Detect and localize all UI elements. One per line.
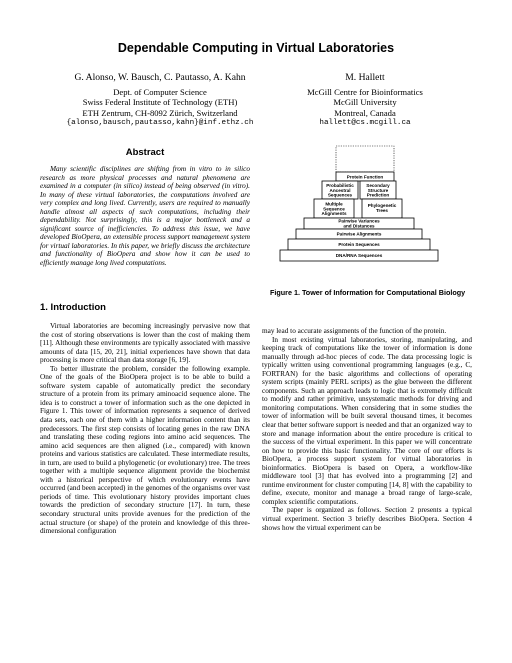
author-address: ETH Zentrum, CH-8092 Zürich, Switzerland [82, 107, 238, 118]
tower-level-label: Probabilistic Ancestral Sequences [326, 183, 354, 198]
author-block-right [290, 73, 440, 129]
figure-tower-of-information [262, 140, 472, 290]
abstract-body [40, 165, 250, 268]
paper-title: Dependable Computing in Virtual Laboratories [117, 41, 395, 55]
intro-right-column [262, 327, 472, 532]
author-institution: McGill University [333, 97, 397, 108]
author-block-left [60, 73, 260, 129]
author-dept: Dept. of Computer Science [113, 86, 207, 97]
tower-level-label: DNA/RNA Sequences [335, 253, 383, 258]
tower-level-label: Phylogenetic Trees [367, 203, 397, 213]
paragraph: To better illustrate the problem, consider the following example. One of the goals of the BioOpera project is to be able to build a software system capable of automatically predict the secondary structure of a protein from its primary aminoacid sequence alone. The idea is to construct a tower of information such as the one depicted in Figure 1. This tower of information represents a sequence of derived data sets, each one of them with a higher information content than its predecessors. The first step consists of locating genes in the raw DNA and translating these coding regions into amino acid sequences. The amino acid sequences are then aligned (i.e., compared) with known proteins and various statistics are calculated. These intermediate results, in turn, are used to build a phylogenetic (or evolutionary) tree. The trees together with a multiple sequence alignment provide the biochemist with a historical perspective of which evolutionary events have occurred (and been accepted) in the genomes of the organisms over vast periods of time. This evolutionary history provides important clues towards the prediction of secondary structure [17]. In turn, these secondary structural units provide avenues for the prediction of the actual structure (or shape) of the protein and knowledge of this three-dimensional configuration [40, 364, 250, 536]
tower-level-label: Pairwise Variances and Distances [338, 218, 380, 229]
author-dept: McGill Centre for Bioinformatics [307, 86, 423, 97]
abstract-text: Many scientific disciplines are shifting from in vitro to in silico research as more physical processes and natural phenomena are examined in a computer (in silico) instead of being observed (in vitro). In many of these virtual laboratories, the computations involved are very complex and long lived. Currently, users are required to manually handle almost all aspects of such computations, including their dependability. Not surprisingly, this is a major bottleneck and a significant source of inefficiencies. To address this issue, we have developed BioOpera, an extensible process support management system for virtual laboratories. In this paper, we briefly discuss the architecture and functionality of BioOpera and show how it can be used to efficiently manage long lived computations. [40, 165, 250, 268]
paragraph: may lead to accurate assignments of the function of the protein. [262, 327, 447, 335]
paragraph: In most existing virtual laboratories, storing, manipulating, and keeping track of computations like the tower of information is done manually through ad-hoc pieces of code. The data processing logic is typically written using conventional programming languages (e.g., C, FORTRAN) for the basic algorithms and collections of operating system scripts (mainly PERL scripts) as the glue between the different components. Such an approach leads to logic that is extremely difficult to modify and rather primitive, unsystematic methods for driving and monitoring computations. When considering that in some studies the tower of information will be built several thousand times, it becomes clear that better software support is needed and that an organized way to store and manage information about the entire procedure is critical to the success of the virtual experiment. In this paper we will concentrate on how to provide this basic functionality. The core of our efforts is BioOpera, a process support system for virtual laboratories in bioinformatics. BioOpera is based on Opera, a workflow-like middleware tool [3] that has evolved into a programming [2] and runtime environment for cluster computing [14, 8] with the capability to define, execute, monitor and manage a broad range of large-scale, complex scientific computations. [262, 335, 472, 506]
tower-level-label: Multiple Sequence Alignments [321, 201, 347, 217]
tower-level-label: Protein Sequences [338, 242, 380, 247]
author-names: M. Hallett [345, 72, 385, 83]
figure-caption: Figure 1. Tower of Information for Computational Biology [270, 288, 466, 297]
author-address: Montreal, Canada [334, 107, 396, 118]
paragraph: Virtual laboratories are becoming increasingly pervasive now that the cost of storing observations is lower than the cost of making them [11]. Although these environments are typically associated with massive amounts of data [15, 20, 21], initial experiences have shown that data processing is more critical than data storage [6, 19]. [40, 322, 250, 365]
author-institution: Swiss Federal Institute of Technology (ETH) [82, 97, 238, 108]
author-email: {alonso,bausch,pautasso,kahn}@inf.ethz.ch [66, 119, 254, 128]
tower-diagram [262, 140, 472, 290]
tower-level-label: Secondary Structure Prediction [366, 183, 390, 198]
paragraph: The paper is organized as follows. Section 2 presents a typical virtual experiment. Section 3 briefly describes BioOpera. Section 4 shows how the virtual experiment can be [262, 506, 472, 532]
dotted-continuation-box [336, 146, 394, 172]
intro-left-column [40, 322, 250, 536]
section-heading-introduction: 1. Introduction [40, 302, 106, 313]
author-email: hallett@cs.mcgill.ca [319, 119, 411, 128]
tower-level-label: Pairwise Alignments [336, 231, 382, 237]
tower-level-label: Protein Function [346, 174, 384, 180]
author-names: G. Alonso, W. Bausch, C. Pautasso, A. Kahn [74, 72, 246, 83]
abstract-heading: Abstract [125, 147, 165, 158]
